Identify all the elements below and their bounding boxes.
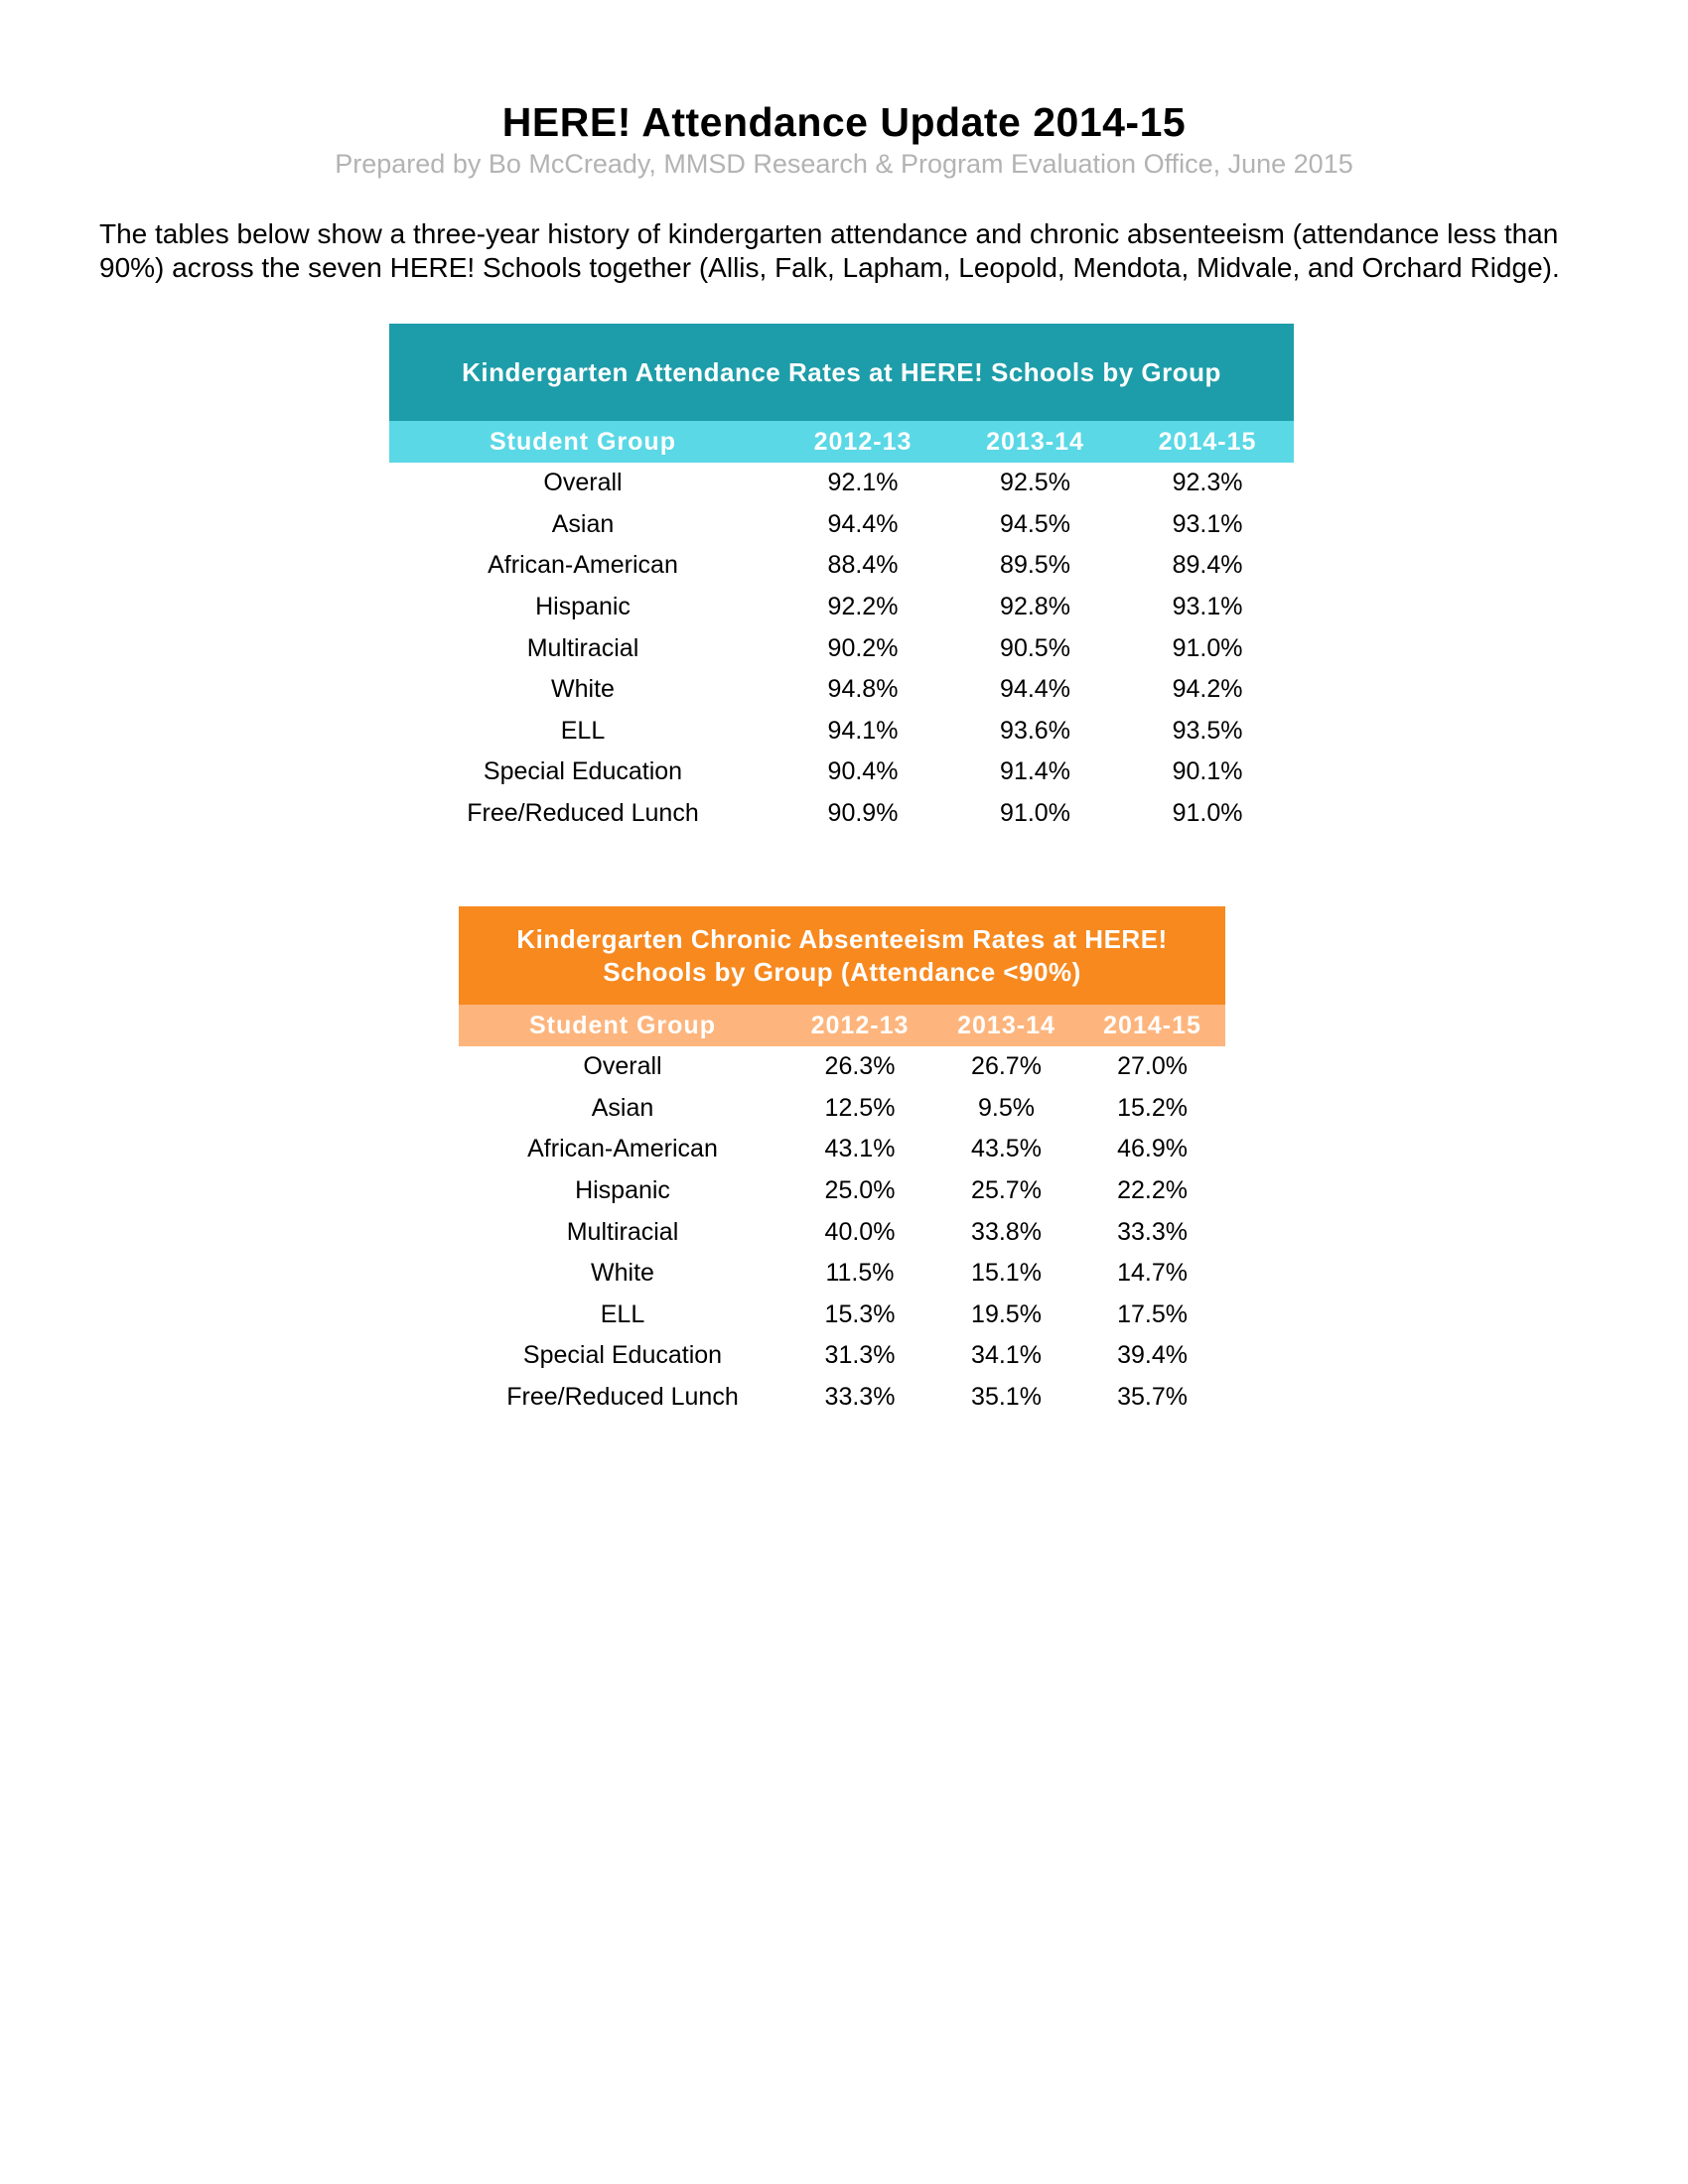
chronic-absenteeism-table [459,906,1225,1418]
rate-cell: 90.1% [1172,757,1243,786]
rate-cell: 88.4% [827,551,899,580]
rate-cell: 15.1% [971,1259,1042,1288]
student-group-cell: White [591,1259,654,1288]
student-group-cell: Asian [591,1093,654,1122]
student-group-cell: Overall [583,1052,662,1081]
rate-cell: 12.5% [824,1093,896,1122]
attendance-rates-table [389,324,1294,834]
rate-cell: 93.1% [1172,593,1243,621]
table-row [389,504,1294,546]
rate-cell: 94.8% [827,675,899,704]
rate-cell: 90.4% [827,757,899,786]
rate-cell: 90.2% [827,633,899,662]
student-group-cell: ELL [600,1299,645,1328]
rate-cell: 15.3% [824,1299,896,1328]
rate-cell: 93.6% [1000,716,1070,745]
student-group-cell: Multiracial [566,1217,679,1246]
column-header: Student Group [459,1005,786,1046]
rate-cell: 93.1% [1172,509,1243,538]
rate-cell: 90.5% [1000,633,1070,662]
rate-cell: 33.3% [824,1383,896,1412]
rate-cell: 40.0% [824,1217,896,1246]
rate-cell: 26.3% [824,1052,896,1081]
rate-cell: 89.4% [1172,551,1243,580]
table-row [459,1295,1225,1336]
column-header: 2013-14 [949,421,1121,463]
rate-cell: 94.4% [827,509,899,538]
rate-cell: 94.1% [827,716,899,745]
rate-cell: 89.5% [1000,551,1070,580]
student-group-cell: Special Education [522,1341,723,1370]
rate-cell: 11.5% [825,1259,895,1288]
table-row [389,627,1294,669]
rate-cell: 43.5% [971,1135,1042,1163]
rate-cell: 90.9% [827,799,899,828]
column-header: 2013-14 [933,1005,1079,1046]
student-group-cell: African-American [488,551,678,580]
student-group-cell: Multiracial [526,633,639,662]
rate-cell: 94.5% [1000,509,1070,538]
table-title [459,906,1225,1005]
table-row [459,1129,1225,1170]
rate-cell: 39.4% [1117,1341,1188,1370]
table-row [389,751,1294,793]
rate-cell: 91.0% [1000,799,1070,828]
column-header: 2012-13 [786,1005,933,1046]
rate-cell: 26.7% [971,1052,1042,1081]
table-row [459,1046,1225,1088]
student-group-cell: Special Education [483,757,683,786]
student-group-cell: Asian [551,509,615,538]
rate-cell: 92.8% [1000,593,1070,621]
table-row [389,463,1294,504]
table-row [459,1211,1225,1253]
rate-cell: 94.2% [1172,675,1243,704]
rate-cell: 31.3% [824,1341,896,1370]
rate-cell: 15.2% [1117,1093,1188,1122]
rate-cell: 22.2% [1117,1176,1188,1205]
column-header: Student Group [389,421,776,463]
column-header: 2014-15 [1079,1005,1225,1046]
rate-cell: 35.7% [1117,1383,1188,1412]
table-title: Kindergarten Attendance Rates at HERE! Schools by Group [389,324,1294,421]
table-title-line: Kindergarten Chronic Absenteeism Rates at HERE! [516,923,1168,954]
rate-cell: 91.0% [1172,799,1243,828]
table-row [389,711,1294,752]
rate-cell: 94.4% [1000,675,1070,704]
rate-cell: 14.7% [1117,1259,1188,1288]
student-group-cell: Free/Reduced Lunch [467,799,699,828]
column-header: 2012-13 [776,421,949,463]
table-row [389,545,1294,587]
rate-cell: 92.5% [1000,469,1070,497]
table-row [389,793,1294,835]
rate-cell: 17.5% [1117,1299,1188,1328]
rate-cell: 25.7% [971,1176,1042,1205]
table-row [459,1088,1225,1130]
rate-cell: 34.1% [971,1341,1042,1370]
intro-paragraph: The tables below show a three-year history of kindergarten attendance and chronic absenteeism (attendance less than 90%) across the seven HERE! Schools together (Allis, Falk, Lapham, Leopold, Mendota, Midvale, and Orchard Ridge). [99,218,1560,283]
rate-cell: 33.8% [971,1217,1042,1246]
page-subtitle: Prepared by Bo McCready, MMSD Research & Program Evaluation Office, June 2015 [335,149,1353,179]
rate-cell: 33.3% [1117,1217,1188,1246]
rate-cell: 19.5% [971,1299,1042,1328]
rate-cell: 43.1% [824,1135,896,1163]
rate-cell: 93.5% [1172,716,1243,745]
rate-cell: 35.1% [971,1383,1042,1412]
rate-cell: 27.0% [1117,1052,1188,1081]
student-group-cell: Hispanic [535,593,631,621]
rate-cell: 9.5% [978,1093,1035,1122]
student-group-cell: Overall [543,469,623,497]
table-row [459,1170,1225,1212]
student-group-cell: ELL [560,716,606,745]
rate-cell: 92.1% [827,469,899,497]
rate-cell: 25.0% [824,1176,896,1205]
student-group-cell: Hispanic [575,1176,670,1205]
student-group-cell: Free/Reduced Lunch [506,1383,739,1412]
rate-cell: 91.4% [1000,757,1070,786]
student-group-cell: African-American [527,1135,718,1163]
rate-cell: 92.2% [827,593,899,621]
rate-cell: 46.9% [1117,1135,1188,1163]
page-title: HERE! Attendance Update 2014-15 [501,99,1187,145]
table-row [459,1253,1225,1295]
column-header: 2014-15 [1121,421,1294,463]
table-title-line: Schools by Group (Attendance <90%) [603,956,1081,987]
table-row [389,669,1294,711]
rate-cell: 92.3% [1172,469,1243,497]
table-row [459,1377,1225,1419]
table-row [389,587,1294,628]
student-group-cell: White [551,675,615,704]
table-row [459,1335,1225,1377]
rate-cell: 91.0% [1172,633,1243,662]
